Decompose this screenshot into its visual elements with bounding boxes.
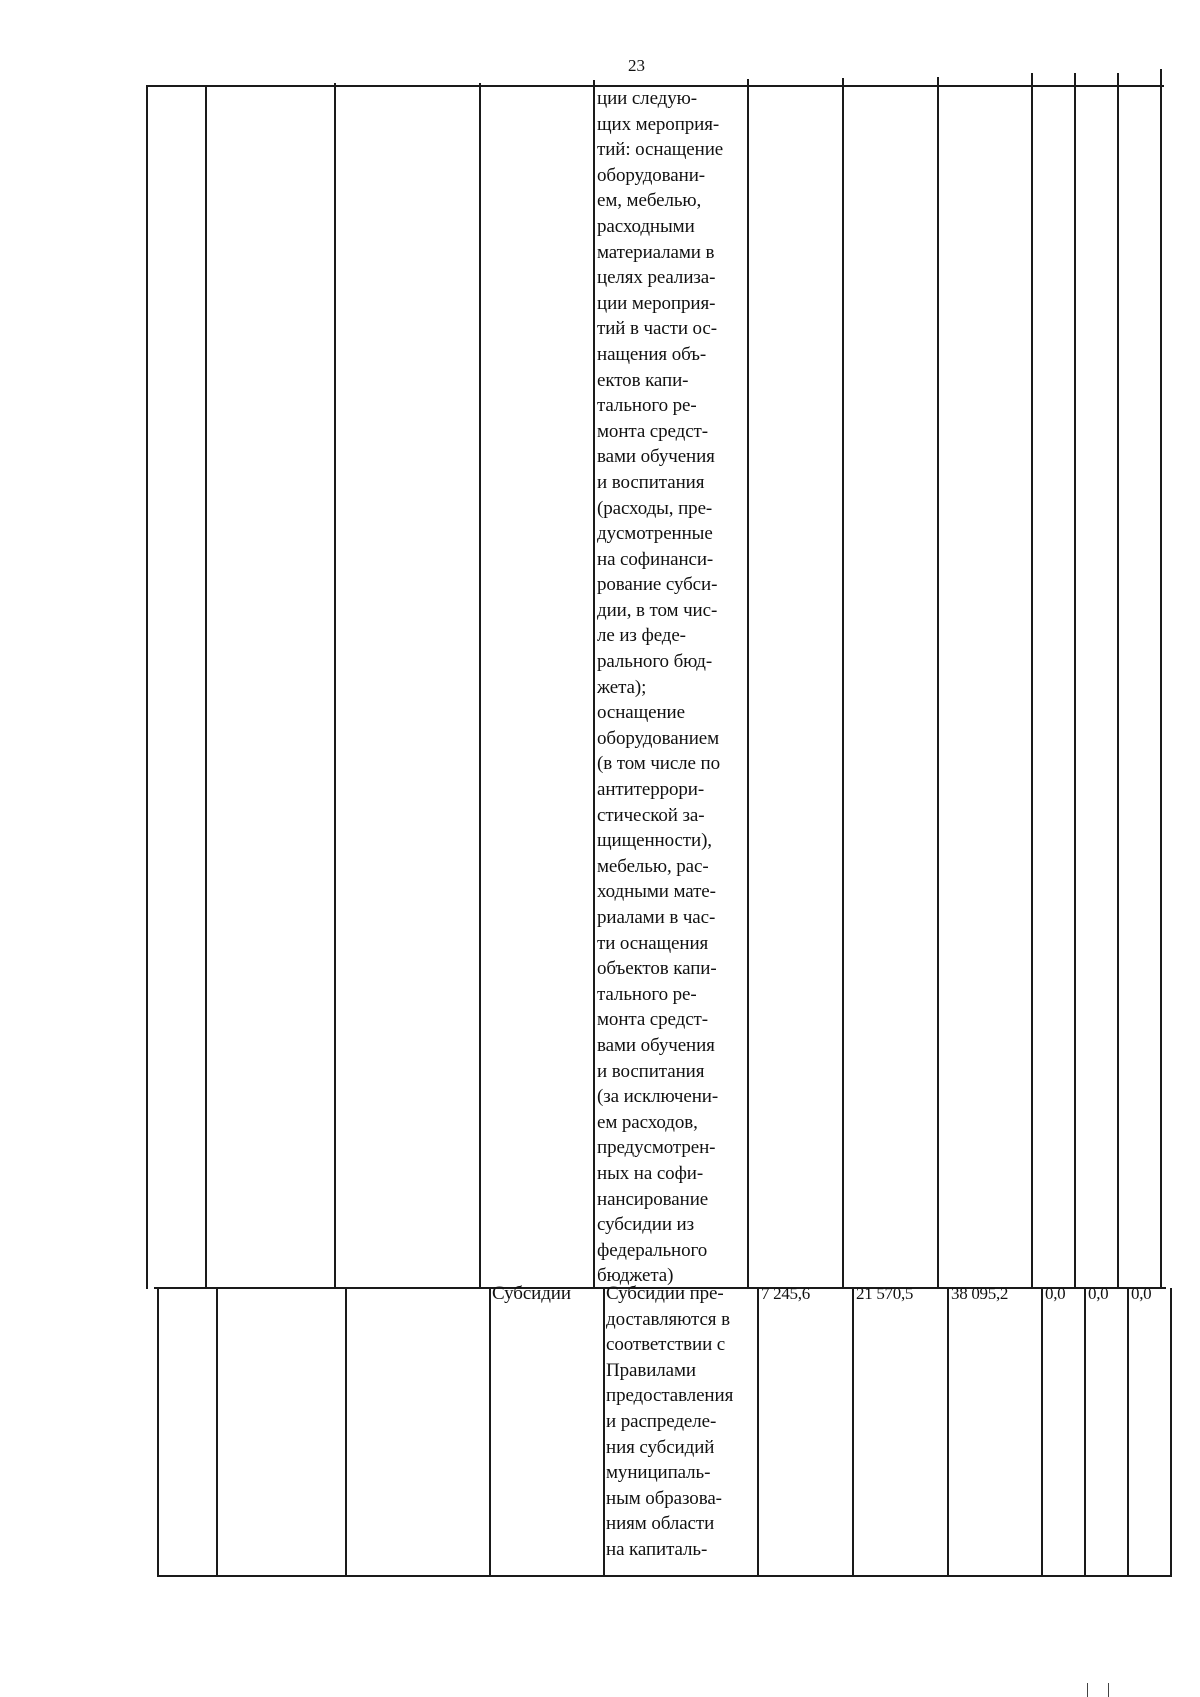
- description-line: объектов капи-: [597, 958, 717, 980]
- row1-col-line-4: [479, 83, 481, 1289]
- description-line: риалами в час-: [597, 907, 716, 928]
- description-line: нащения объ-: [597, 343, 707, 365]
- row2-col-line-2: [216, 1288, 218, 1577]
- description-line: ти оснащения: [597, 932, 709, 954]
- description-line: мебелью, рас-: [597, 855, 709, 877]
- description-line: оборудовани-: [597, 164, 706, 186]
- row1-col-line-12: [1160, 69, 1162, 1289]
- description-line: и воспитания: [597, 471, 705, 493]
- value-cell-5: 0,0: [1088, 1284, 1109, 1303]
- description-line: ции следую-: [597, 88, 697, 109]
- value-cell-2: 21 570,5: [856, 1284, 914, 1303]
- description-line: вами обучения: [597, 446, 715, 468]
- description-line: на софинанси-: [597, 548, 714, 570]
- description-line: субсидии из: [597, 1214, 695, 1236]
- description-line: муниципаль-: [606, 1462, 711, 1484]
- description-line: и воспитания: [597, 1060, 705, 1082]
- row2-col-line-12: [1170, 1288, 1172, 1577]
- row2-type: Субсидии: [492, 1283, 571, 1304]
- description-line: ле из феде-: [597, 625, 686, 647]
- description-line: ных на софи-: [597, 1162, 704, 1184]
- row2-col-line-4: [489, 1288, 491, 1577]
- description-line: дусмотренные: [597, 523, 713, 545]
- scan-mark: [1108, 1683, 1109, 1697]
- description-line: целях реализа-: [597, 267, 716, 289]
- description-line: (за исключени-: [597, 1086, 719, 1108]
- description-line: тий: оснащение: [597, 139, 724, 161]
- value-cell-4: 0,0: [1045, 1284, 1066, 1303]
- row1-col-line-10: [1074, 73, 1076, 1289]
- page-number: 23: [628, 56, 645, 75]
- description-line: дии, в том чис-: [597, 599, 718, 621]
- description-line: ем расходов,: [597, 1111, 698, 1133]
- description-line: федерального: [597, 1239, 708, 1261]
- description-line: щищенности),: [597, 830, 712, 852]
- row1-col-line-6: [747, 79, 749, 1289]
- description-line: Правилами: [606, 1359, 696, 1381]
- row2-col-line-8: [947, 1288, 949, 1577]
- description-line: ектов капи-: [597, 369, 689, 391]
- description-line: тального ре-: [597, 395, 697, 417]
- row2-col-line-11: [1127, 1288, 1129, 1577]
- row1-col-line-3: [334, 83, 336, 1289]
- description-line: ходными мате-: [597, 881, 716, 903]
- description-line: и распределе-: [606, 1410, 717, 1432]
- description-line: щих мероприя-: [597, 113, 720, 135]
- description-line: ния субсидий: [606, 1436, 715, 1458]
- description-line: на капиталь-: [606, 1538, 708, 1560]
- description-line: монта средст-: [597, 420, 708, 442]
- description-line: предусмотрен-: [597, 1137, 716, 1159]
- description-line: рального бюд-: [597, 651, 713, 673]
- row2-col-line-6: [757, 1288, 759, 1577]
- row2-col-line-3: [345, 1288, 347, 1577]
- description-line: доставляются в: [606, 1308, 730, 1330]
- description-line: антитеррори-: [597, 779, 705, 801]
- description-line: (расходы, пре-: [597, 497, 713, 519]
- description-line: тального ре-: [597, 983, 697, 1005]
- description-line: монта средст-: [597, 1009, 708, 1031]
- description-line: соответствии с: [606, 1334, 726, 1356]
- description-line: рование субси-: [597, 574, 718, 596]
- description-line: стической за-: [597, 804, 705, 826]
- row1-col-line-2: [205, 85, 207, 1289]
- row1-col-line-8: [937, 77, 939, 1289]
- description-line: оснащение: [597, 702, 685, 724]
- row2-col-line-5: [603, 1288, 605, 1577]
- row2-col-line-7: [852, 1288, 854, 1577]
- description-line: вами обучения: [597, 1034, 715, 1056]
- description-line: ниям области: [606, 1513, 715, 1535]
- value-cell-1: 7 245,6: [761, 1284, 810, 1303]
- row2-bottom-border: [157, 1575, 1171, 1577]
- row1-col-line-9: [1031, 73, 1033, 1289]
- description-line: (в том числе по: [597, 753, 721, 775]
- row2-col-line-1: [157, 1288, 159, 1577]
- scan-mark: [1087, 1683, 1088, 1697]
- description-line: материалами в: [597, 241, 715, 263]
- description-line: Субсидии пре-: [606, 1283, 724, 1304]
- row2-col-line-9: [1041, 1288, 1043, 1577]
- description-line: бюджета): [597, 1265, 674, 1287]
- description-line: расходными: [597, 215, 695, 237]
- row1-col-line-1: [146, 85, 148, 1289]
- row2-description: [606, 1281, 733, 1563]
- description-line: ным образова-: [606, 1487, 722, 1509]
- value-cell-6: 0,0: [1131, 1284, 1152, 1303]
- description-line: ции мероприя-: [597, 292, 716, 314]
- row1-col-line-5: [593, 80, 595, 1289]
- description-line: предоставления: [606, 1385, 734, 1407]
- row1-description: [597, 86, 723, 1289]
- row1-col-line-11: [1117, 73, 1119, 1289]
- description-line: ем, мебелью,: [597, 190, 702, 212]
- description-line: жета);: [597, 676, 647, 698]
- description-line: тий в части ос-: [597, 318, 717, 340]
- row2-col-line-10: [1084, 1288, 1086, 1577]
- description-line: оборудованием: [597, 727, 720, 749]
- row1-col-line-7: [842, 78, 844, 1289]
- value-cell-3: 38 095,2: [951, 1284, 1009, 1303]
- description-line: нансирование: [597, 1188, 709, 1210]
